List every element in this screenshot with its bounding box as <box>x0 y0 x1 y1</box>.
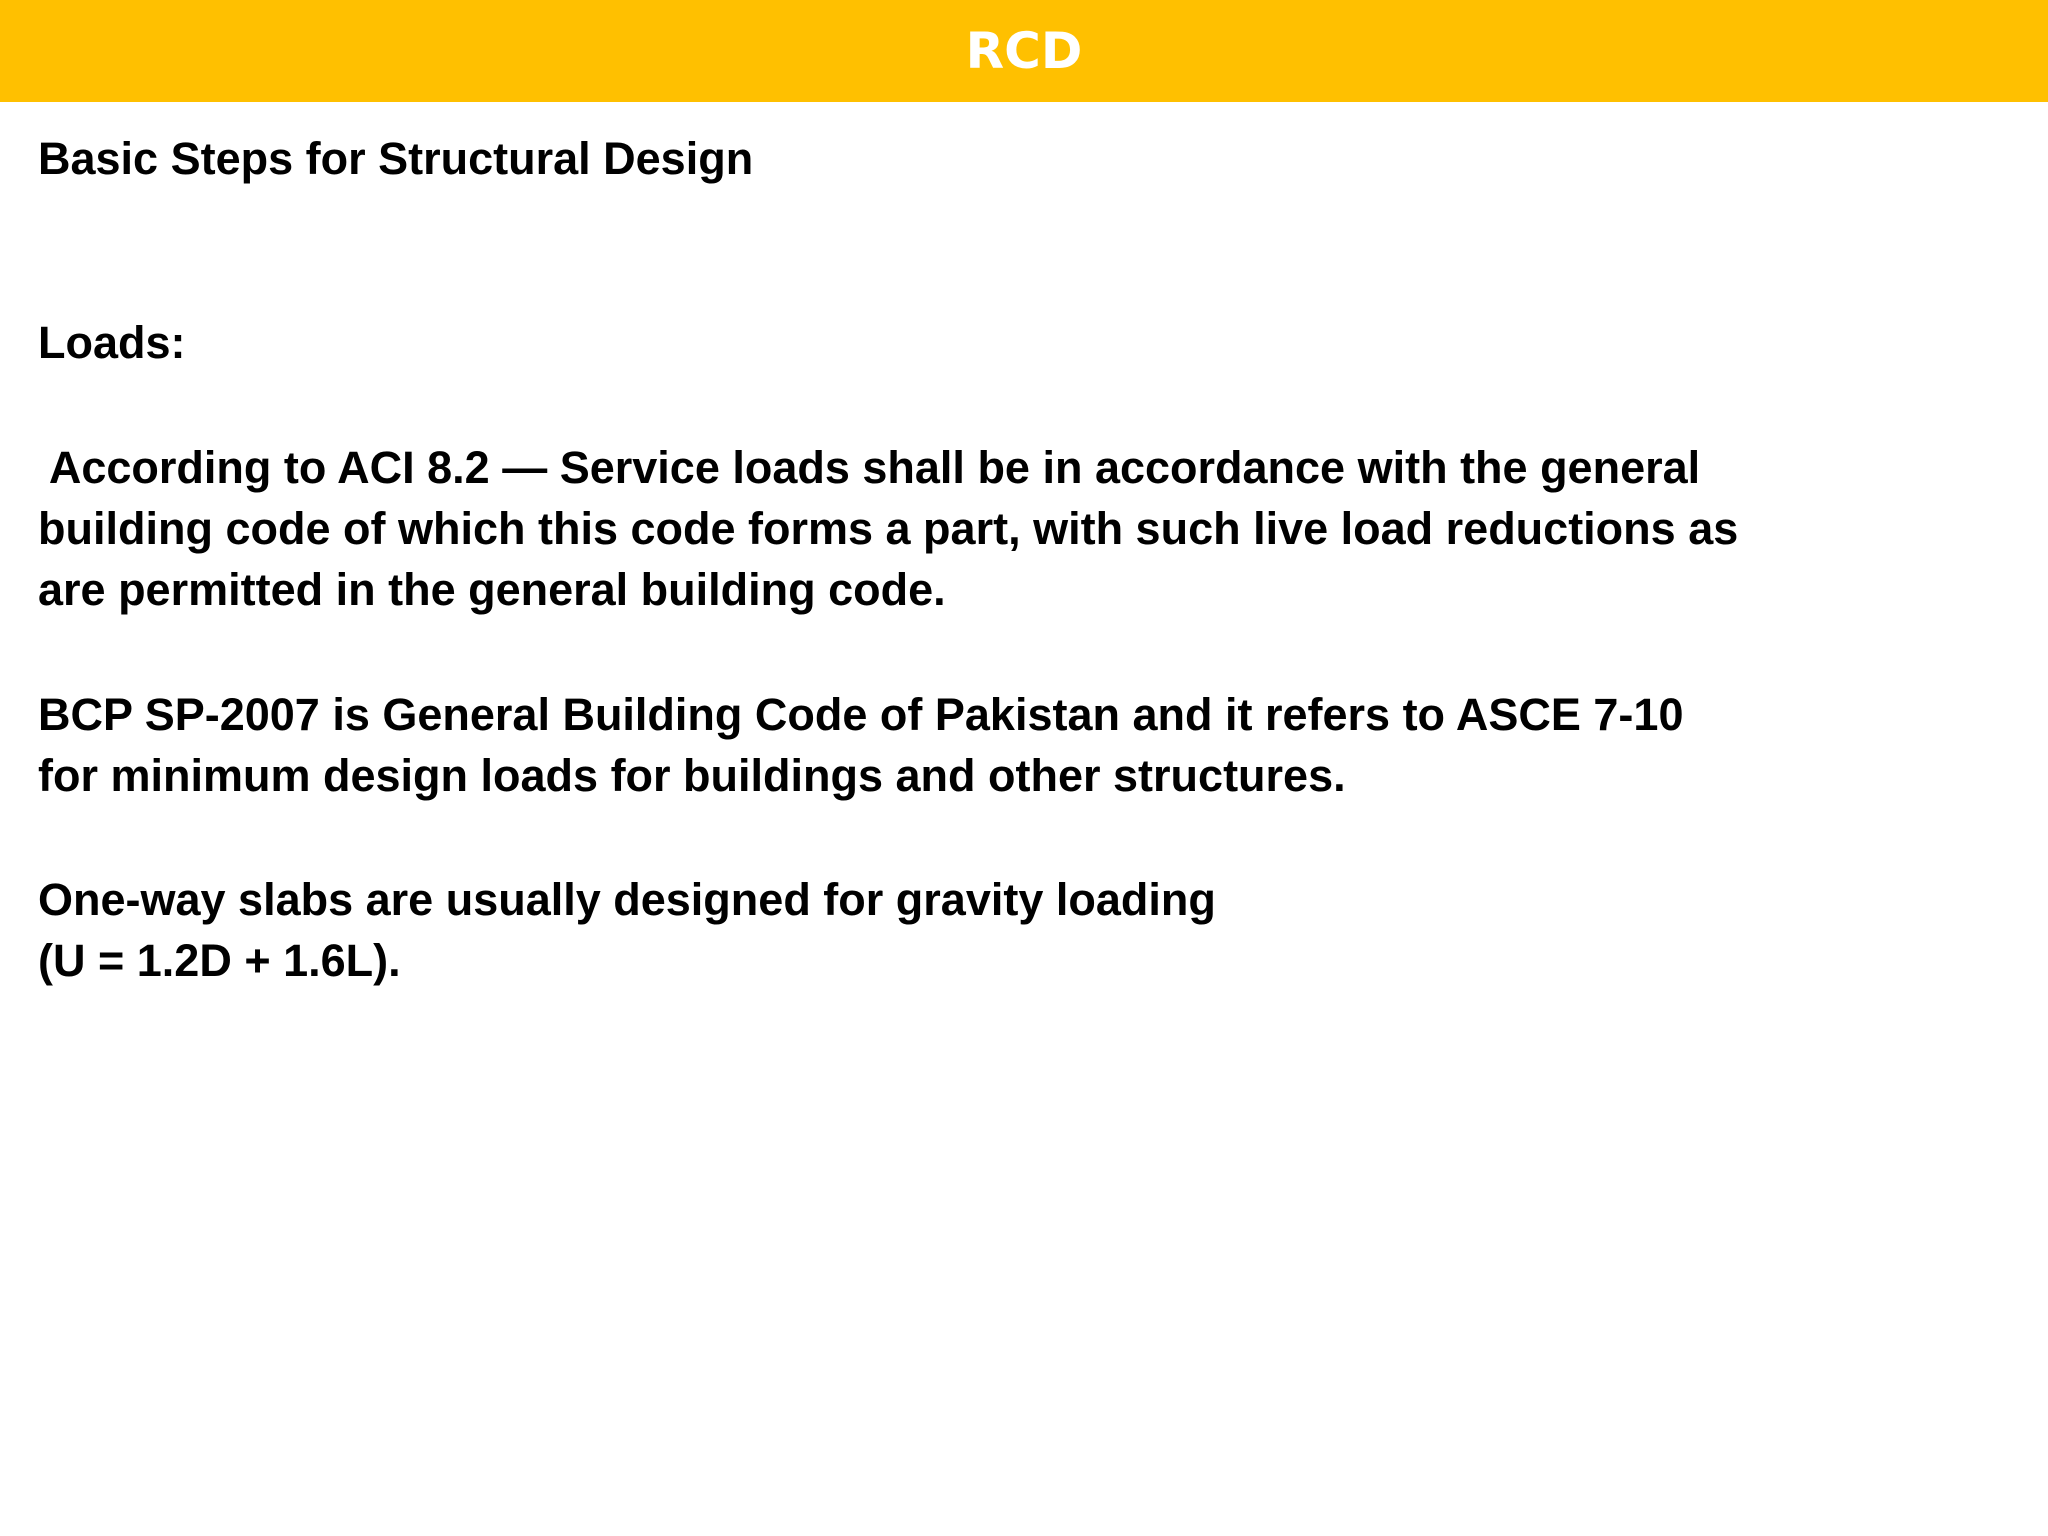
section-label-loads: Loads: <box>38 317 186 368</box>
paragraph-bcp-line-1: BCP SP-2007 is General Building Code of Pakistan and it refers to ASCE 7-10 <box>38 689 1684 740</box>
paragraph-slabs-line-2: (U = 1.2D + 1.6L). <box>38 935 401 986</box>
paragraph-bcp-line-2: for minimum design loads for buildings and other structures. <box>38 750 1346 801</box>
slide-heading: Basic Steps for Structural Design <box>38 133 754 184</box>
paragraph-slabs-line-1: One-way slabs are usually designed for gravity loading <box>38 874 1216 925</box>
header-bar <box>0 0 2048 102</box>
paragraph-aci-line-2: building code of which this code forms a part, with such live load reductions as <box>38 503 1739 554</box>
paragraph-aci-line-1: According to ACI 8.2 — Service loads shall be in accordance with the general <box>38 442 1701 493</box>
paragraph-aci-line-3: are permitted in the general building code. <box>38 564 946 615</box>
header-title: RCD <box>965 22 1083 80</box>
